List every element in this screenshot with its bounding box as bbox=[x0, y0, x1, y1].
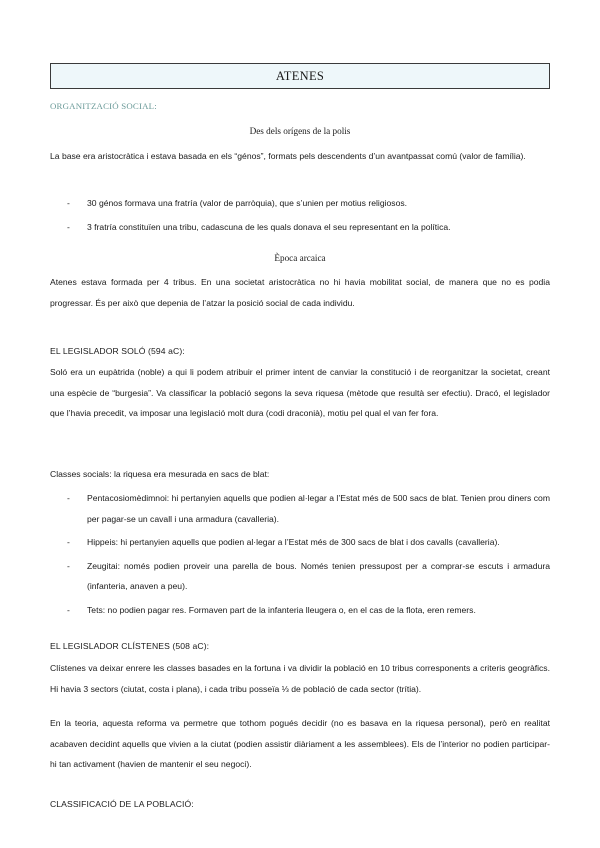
section-heading-social: ORGANITZACIÓ SOCIAL: bbox=[50, 101, 157, 111]
classes-bullet-list bbox=[50, 488, 550, 623]
bullet-dash: - bbox=[67, 493, 70, 503]
list-item: - Hippeis: hi pertanyien aquells que podien al·legar a l’Estat més de 300 sacs de blat i dos cavalls (cavalleria). bbox=[50, 532, 550, 553]
heading-classification: CLASSIFICACIÓ DE LA POBLACIÓ: bbox=[50, 799, 194, 809]
list-item: - Zeugitai: només podien proveir una parella de bous. Només tenien pressupost per a comprar-se escuts i armadura (infanteria, anaven a peu). bbox=[50, 556, 550, 597]
origins-intro: La base era aristocràtica i estava basada en els “génos”, formats pels descendents d’un avantpassat comú (valor de família). bbox=[50, 151, 526, 161]
page-title-box bbox=[50, 63, 550, 89]
list-item: - 30 génos formava una fratría (valor de parròquia), que s’unien per motius religiosos. bbox=[50, 193, 550, 214]
clistenes-text-2: En la teoria, aquesta reforma va permetre que tothom pogués decidir (no es basava en la riquesa personal), però en realitat acabaven decidint aquells que vivien a la ciutat (podien assistir diàriament a les assemblees). Els de l’interior no podien participar-hi tan activament (havien de mantenir el seu negoci). bbox=[50, 718, 550, 769]
bullet-dash: - bbox=[67, 221, 70, 232]
classes-intro: Classes socials: la riquesa era mesurada en sacs de blat: bbox=[50, 469, 270, 479]
bullet-dash: - bbox=[67, 604, 70, 615]
list-item: - Tets: no podien pagar res. Formaven part de la infanteria lleugera o, en el cas de la flota, eren remers. bbox=[50, 600, 550, 621]
solo-text: Soló era un eupàtrida (noble) a qui li podem atribuir el primer intent de canviar la constitució i de reorganitzar la societat, creant una espècie de “burgesia”. Va classificar la població segons la seva riquesa (mètode que resultà ser efectiu). Dracó, el legislador que l’havia precedit, va imposar una legislació molt dura (codi draconià), motiu pel qual el van fer fora. bbox=[50, 367, 550, 418]
archaic-text: Atenes estava formada per 4 tribus. En una societat aristocràtica no hi havia mobilitat social, de manera que no es podia progressar. És per això que depenia de l’atzar la posició social de cada individu. bbox=[50, 277, 550, 308]
subtitle-archaic: Època arcaica bbox=[274, 253, 326, 263]
bullet-dash: - bbox=[67, 537, 70, 547]
subtitle-origins: Des dels orígens de la polis bbox=[249, 126, 351, 136]
heading-clistenes: EL LEGISLADOR CLÍSTENES (508 aC): bbox=[50, 641, 210, 651]
bullet-dash: - bbox=[67, 198, 70, 208]
list-item: - Pentacosiomèdimnoi: hi pertanyien aquells que podien al·legar a l’Estat més de 500 sacs de blat. Tenien prou diners com per pagar-se un cavall i una armadura (cavalleria). bbox=[50, 488, 550, 529]
list-item: - 3 fratría constituïen una tribu, cadascuna de les quals donava el seu representant en la política. bbox=[50, 217, 550, 238]
page-title: ATENES bbox=[275, 68, 325, 83]
bullet-dash: - bbox=[67, 560, 70, 571]
clistenes-text-1: Clístenes va deixar enrere les classes basades en la fortuna i va dividir la població en 10 tribus corresponents a criteris geogràfics. Hi havia 3 sectors (ciutat, costa i plana), i cada tribu posseïa ⅓ de població de cada sector (trítia). bbox=[50, 663, 550, 694]
heading-solo: EL LEGISLADOR SOLÓ (594 aC): bbox=[50, 346, 185, 356]
origins-bullet-list bbox=[50, 193, 550, 240]
